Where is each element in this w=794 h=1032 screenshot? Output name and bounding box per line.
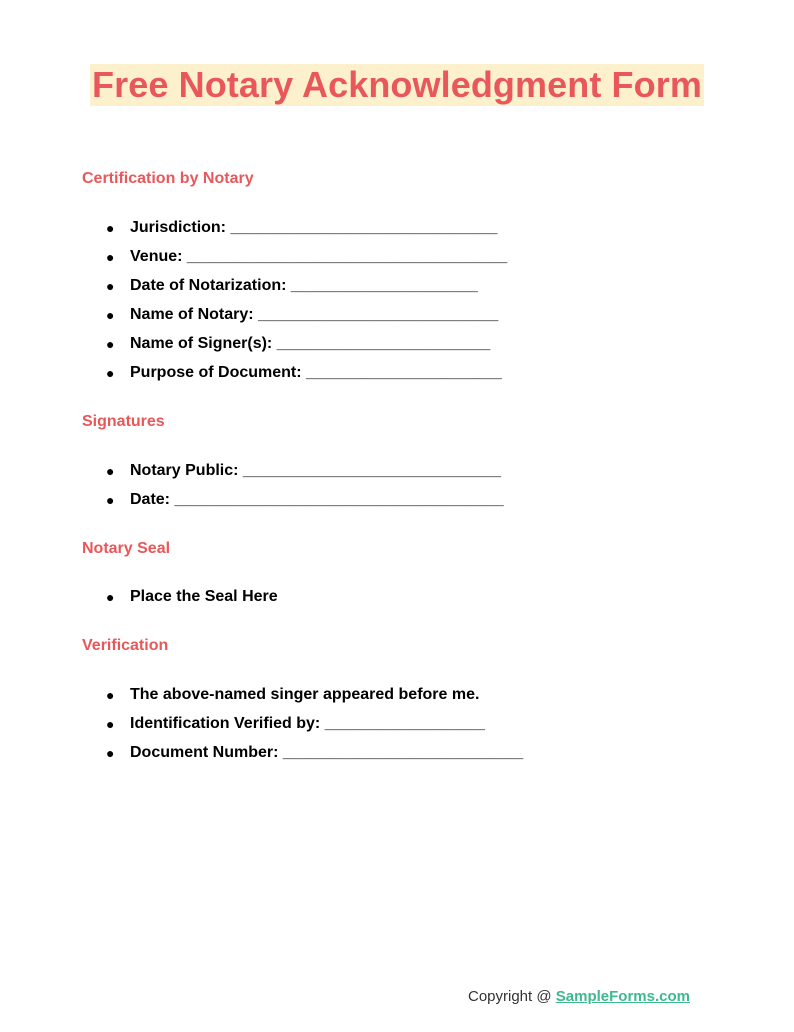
field-label: Name of Signer(s): ________________________	[130, 335, 491, 352]
field-label: The above-named singer appeared before me.	[130, 686, 480, 703]
list-item-purpose-of-document	[0, 364, 507, 393]
certification-list	[0, 219, 507, 393]
bullet-icon: ●	[106, 589, 115, 605]
list-item-name-of-signers	[0, 335, 507, 364]
copyright-prefix: Copyright @	[468, 988, 556, 1005]
list-item-date	[0, 491, 504, 520]
page-title: Free Notary Acknowledgment Form	[92, 64, 702, 105]
list-item-identification-verified	[0, 715, 523, 744]
bullet-icon: ●	[106, 307, 115, 323]
list-item-appeared-statement	[0, 686, 523, 715]
field-label: Document Number: ___________________________	[130, 744, 524, 761]
bullet-icon: ●	[106, 249, 115, 265]
bullet-icon: ●	[106, 745, 115, 761]
field-label: Jurisdiction: ______________________________	[130, 219, 498, 236]
field-label: Identification Verified by: __________________	[130, 715, 485, 732]
field-label: Date: _____________________________________	[130, 491, 504, 508]
bullet-icon: ●	[106, 365, 115, 381]
bullet-icon: ●	[106, 220, 115, 236]
list-item-venue	[0, 248, 507, 277]
field-label: Date of Notarization: _____________________	[130, 277, 478, 294]
bullet-icon: ●	[106, 463, 115, 479]
field-label: Name of Notary: ___________________________	[130, 306, 499, 323]
section-heading-signatures: Signatures	[82, 413, 165, 430]
field-label: Place the Seal Here	[130, 588, 278, 605]
section-heading-verification: Verification	[82, 637, 169, 654]
list-item-jurisdiction	[0, 219, 507, 248]
bullet-icon: ●	[106, 278, 115, 294]
bullet-icon: ●	[106, 492, 115, 508]
field-label: Venue: ____________________________________	[130, 248, 508, 265]
list-item-name-of-notary	[0, 306, 507, 335]
list-item-document-number	[0, 744, 523, 773]
bullet-icon: ●	[106, 716, 115, 732]
seal-list	[0, 588, 278, 617]
copyright-footer	[468, 988, 690, 1006]
section-heading-notary-seal: Notary Seal	[82, 540, 171, 557]
brand-link[interactable]: SampleForms.com	[555, 988, 690, 1005]
bullet-icon: ●	[106, 687, 115, 703]
list-item-place-seal	[0, 588, 278, 617]
signatures-list	[0, 462, 504, 520]
section-heading-certification: Certification by Notary	[82, 170, 254, 187]
bullet-icon: ●	[106, 336, 115, 352]
field-label: Notary Public: _____________________________	[130, 462, 501, 479]
title-container	[0, 64, 794, 106]
list-item-date-of-notarization	[0, 277, 507, 306]
field-label: Purpose of Document: ______________________	[130, 364, 502, 381]
list-item-notary-public	[0, 462, 504, 491]
verification-list	[0, 686, 523, 773]
